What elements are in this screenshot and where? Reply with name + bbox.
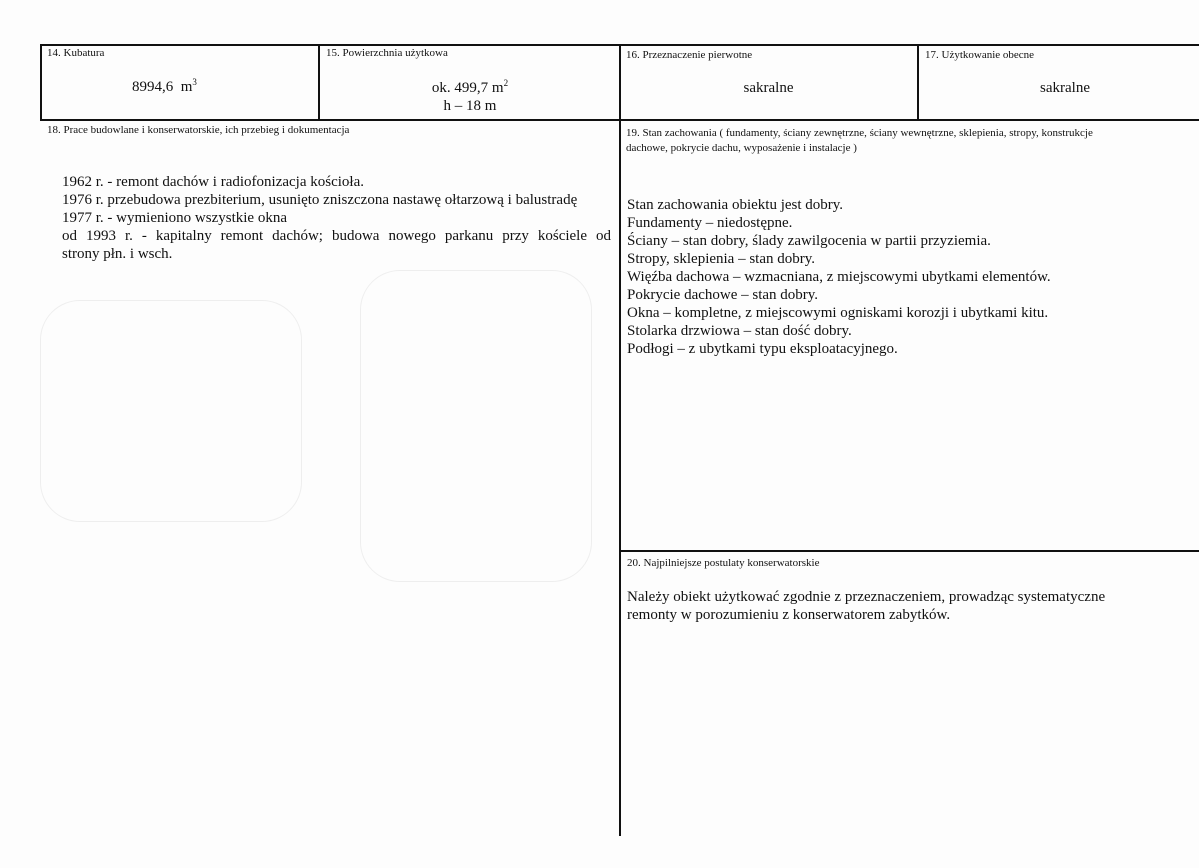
field20-line: remonty w porozumieniu z konserwatorem zabytków. (627, 607, 951, 623)
field15-area-value: ok. 499,7 m (431, 80, 504, 96)
field16-label: 16. Przeznaczenie pierwotne (626, 49, 753, 61)
field14-number: 8994,6 (132, 79, 174, 95)
field19-line: Więźba dachowa – wzmacniana, z miejscowymi ubytkami elementów. (627, 269, 1051, 285)
field19-line: Stan zachowania obiektu jest dobry. (627, 197, 844, 213)
bleed-through-mark (40, 300, 302, 522)
field19-label-line1: 19. Stan zachowania ( fundamenty, ściany zewnętrzne, ściany wewnętrzne, sklepienia, stropy, konstrukcje (626, 127, 1093, 139)
field18-label: 18. Prace budowlane i konserwatorskie, ich przebieg i dokumentacja (47, 124, 350, 136)
field17-label: 17. Użytkowanie obecne (925, 49, 1035, 61)
field18-content (62, 173, 611, 263)
field20-line: Należy obiekt użytkować zgodnie z przeznaczeniem, prowadząc systematyczne (627, 589, 1106, 605)
field19-line: Fundamenty – niedostępne. (627, 215, 793, 231)
field14-label: 14. Kubatura (47, 47, 105, 59)
field19-line: Ściany – stan dobry, ślady zawilgocenia w partii przyziemia. (627, 233, 991, 249)
field19-label-line2: dachowe, pokrycie dachu, wyposażenie i instalacje ) (626, 142, 857, 154)
field15-label: 15. Powierzchnia użytkowa (326, 47, 448, 59)
bleed-through-mark (360, 270, 592, 582)
form-col-divider-3 (917, 44, 919, 121)
field19-line: Stolarka drzwiowa – stan dość dobry. (627, 323, 852, 339)
field16-value: sakralne (743, 80, 794, 96)
field15-area-exponent: 2 (503, 78, 509, 88)
field14-unit: m (180, 79, 193, 95)
field18-line: strony płn. i wsch. (62, 246, 173, 262)
field19-line: Okna – kompletne, z miejscowymi ogniskami korozji i ubytkami kitu. (627, 305, 1049, 321)
field15-height-value: h – 18 m (443, 98, 497, 114)
field18-line: 1976 r. przebudowa prezbiterium, usunięto zniszczona nastawę ołtarzową i balustradę (62, 192, 578, 208)
field18-line: 1962 r. - remont dachów i radiofonizacja kościoła. (62, 174, 364, 190)
form-col-divider-main (619, 44, 621, 836)
field19-line: Pokrycie dachowe – stan dobry. (627, 287, 819, 303)
field15-area-line (380, 79, 560, 97)
field18-line: 1977 r. - wymieniono wszystkie okna (62, 210, 287, 226)
field14-unit-exponent: 3 (192, 77, 197, 87)
field20-content (627, 588, 1187, 624)
field19-line: Podłogi – z ubytkami typu eksploatacyjnego. (627, 341, 898, 357)
form-field20-divider (620, 550, 1199, 552)
field17-value: sakralne (1040, 80, 1090, 96)
form-left-border (40, 44, 42, 121)
field15-value-area (380, 79, 560, 115)
field18-line: od 1993 r. - kapitalny remont dachów; budowa nowego parkanu przy kościele od (62, 228, 611, 244)
field14-value (132, 78, 197, 96)
form-col-divider-1 (318, 44, 320, 121)
field19-content (627, 196, 1187, 358)
field19-line: Stropy, sklepienia – stan dobry. (627, 251, 816, 267)
field20-label: 20. Najpilniejsze postulaty konserwatorskie (627, 557, 820, 569)
